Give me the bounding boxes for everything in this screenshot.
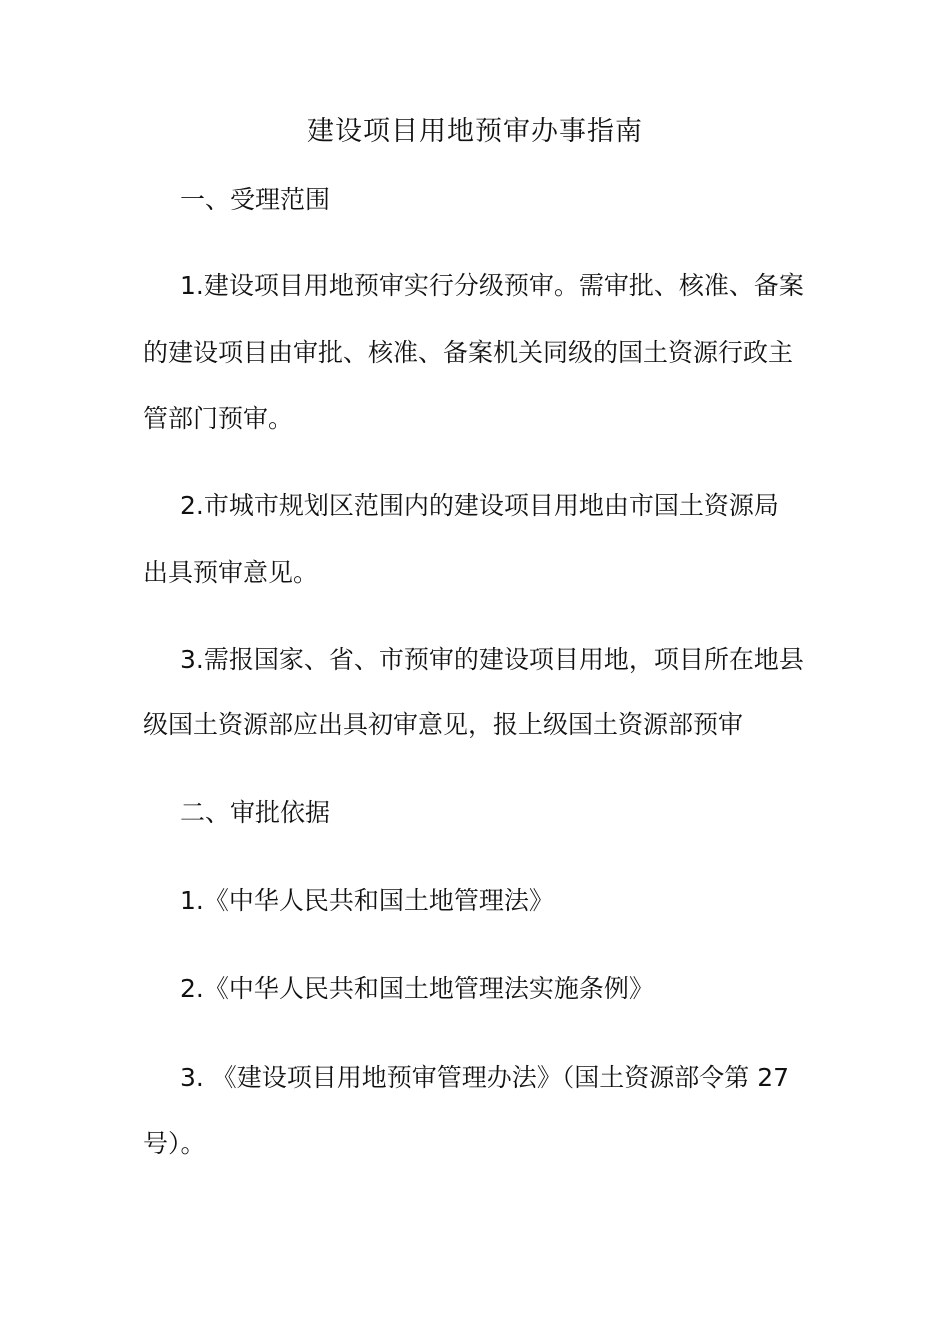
list-item: 1.《中华人民共和国土地管理法》: [180, 886, 554, 915]
list-item: 2.《中华人民共和国土地管理法实施条例》: [180, 974, 654, 1003]
document-title: 建设项目用地预审办事指南: [307, 116, 643, 147]
paragraph-line: 3.需报国家、省、市预审的建设项目用地，项目所在地县: [180, 645, 804, 674]
paragraph-line: 出具预审意见。: [143, 558, 319, 587]
section-heading-scope: 一、受理范围: [180, 185, 331, 214]
list-item: 3. 《建设项目用地预审管理办法》（国土资源部令第 27: [180, 1063, 790, 1092]
paragraph-line: 的建设项目由审批、核准、备案机关同级的国土资源行政主: [143, 338, 794, 367]
list-item-continuation: 号）。: [143, 1129, 206, 1158]
paragraph-line: 级国土资源部应出具初审意见，报上级国土资源部预审: [143, 710, 744, 739]
paragraph-line: 1.建设项目用地预审实行分级预审。需审批、核准、备案: [180, 271, 804, 300]
section-heading-basis: 二、审批依据: [180, 798, 331, 827]
paragraph-line: 管部门预审。: [143, 404, 294, 433]
paragraph-line: 2.市城市规划区范围内的建设项目用地由市国土资源局: [180, 491, 779, 520]
